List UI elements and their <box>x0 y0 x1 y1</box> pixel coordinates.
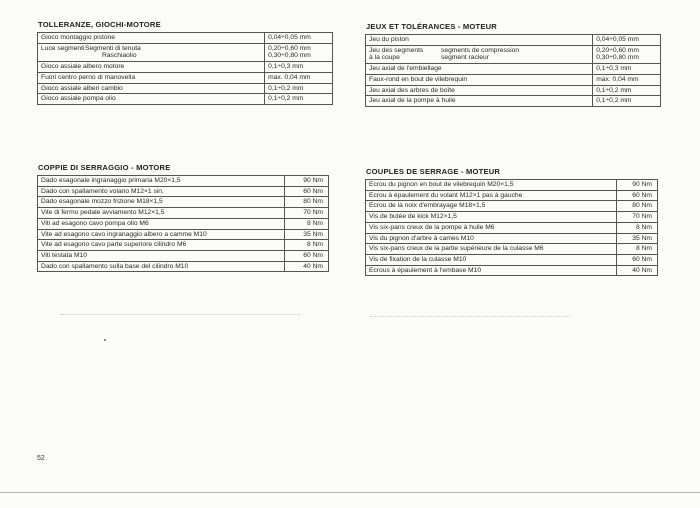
row-value: 0,04÷0,05 mm <box>593 35 661 46</box>
table-row <box>366 190 658 201</box>
table-row <box>366 265 658 276</box>
table-row <box>366 45 661 63</box>
fr-torques-title: COUPLES DE SERRAGE - MOTEUR <box>366 167 501 176</box>
row-value: 80 Nm <box>617 201 658 212</box>
row-value: 0,1÷0,2 mm <box>593 85 661 96</box>
row-value: 80 Nm <box>285 197 329 208</box>
row-label: Vite di fermo pedale avviamento M12×1,5 <box>38 208 285 219</box>
row-value: 0,30÷0,80 mm <box>596 54 639 62</box>
fr-tolerances-section <box>365 22 661 107</box>
row-value: 60 Nm <box>617 190 658 201</box>
row-value: 8 Nm <box>617 222 658 233</box>
row-value: 60 Nm <box>285 186 329 197</box>
scan-mark <box>370 316 570 317</box>
table-row <box>38 83 333 94</box>
table-row <box>366 222 658 233</box>
page-number: 52 <box>37 455 45 462</box>
it-torques-title: COPPIE DI SERRAGGIO - MOTORE <box>38 163 171 172</box>
table-row <box>366 201 658 212</box>
table-row <box>366 96 661 107</box>
row-label: Fuori centro perno di manovella <box>38 72 265 83</box>
scan-speck <box>104 339 106 341</box>
row-value: 0,1÷0,3 mm <box>265 62 333 73</box>
row-label: Faux-rond en bout de vilebrequin <box>366 74 593 85</box>
table-row <box>38 218 329 229</box>
fr-tolerances-title: JEUX ET TOLÉRANCES - MOTEUR <box>366 22 497 31</box>
it-tolerances-section <box>37 20 333 105</box>
fr-torques-section <box>365 167 658 276</box>
it-tolerances-table <box>37 32 333 105</box>
row-value: 70 Nm <box>617 212 658 223</box>
row-value: 8 Nm <box>285 240 329 251</box>
row-value: 0,20÷0,60 mm <box>268 44 311 52</box>
table-row <box>366 180 658 191</box>
row-label-split <box>38 43 265 61</box>
fr-torques-table <box>365 179 658 276</box>
row-label: Vis du pignon d'arbre à cames M10 <box>366 233 617 244</box>
row-sublabel: segments de compression <box>441 46 520 54</box>
table-row <box>366 35 661 46</box>
row-value: 60 Nm <box>285 250 329 261</box>
row-sublabel: segment racleur <box>441 54 489 62</box>
row-value: 40 Nm <box>285 261 329 272</box>
row-label: Gioco montaggio pistone <box>38 33 265 44</box>
row-sublabels <box>441 47 519 62</box>
table-row <box>366 85 661 96</box>
row-label: Viti testata M10 <box>38 250 285 261</box>
row-label: Gioco assiale pompa olio <box>38 94 265 105</box>
row-value: 0,04÷0,05 mm <box>265 33 333 44</box>
row-sublabels <box>85 45 141 60</box>
row-value: 0,1÷0,2 mm <box>593 96 661 107</box>
row-value: 0,30÷0,80 mm <box>268 52 311 60</box>
row-labels <box>369 47 441 62</box>
table-row <box>38 197 329 208</box>
table-row <box>38 43 333 61</box>
row-sublabel: Raschiaolio <box>102 52 137 60</box>
table-row <box>38 33 333 44</box>
table-row <box>38 250 329 261</box>
row-label: à la coupe <box>369 54 400 62</box>
table-row <box>38 94 333 105</box>
row-label: Jeu du piston <box>366 35 593 46</box>
row-label: Vis de fixation de la culasse M10 <box>366 254 617 265</box>
row-label: Jeu axial de l'embiellage <box>366 64 593 75</box>
table-row <box>38 208 329 219</box>
row-label: Ecrous à épaulement à l'embase M10 <box>366 265 617 276</box>
fr-tolerances-table <box>365 34 661 107</box>
it-torques-table <box>37 175 329 272</box>
table-row <box>38 176 329 187</box>
row-value: max. 0,04 mm <box>265 72 333 83</box>
row-label: Luce segmenti <box>41 44 85 52</box>
row-label: Gioco assiale albero motore <box>38 62 265 73</box>
row-label: Viti ad esagono cavo pompa olio M6 <box>38 218 285 229</box>
row-label: Jeu des segments <box>369 46 424 54</box>
row-label: Vis de butée de kick M12×1,5 <box>366 212 617 223</box>
row-value: 40 Nm <box>617 265 658 276</box>
row-value: 0,1÷0,2 mm <box>265 94 333 105</box>
row-value: 8 Nm <box>285 218 329 229</box>
it-tolerances-title: TOLLERANZE, GIOCHI-MOTORE <box>38 20 161 29</box>
table-row <box>366 233 658 244</box>
row-values <box>593 45 661 63</box>
row-label: Jeu axial des arbres de boîte <box>366 85 593 96</box>
table-row <box>366 254 658 265</box>
row-value: 60 Nm <box>617 254 658 265</box>
row-label: Gioco assiale alberi cambio <box>38 83 265 94</box>
row-value: 35 Nm <box>617 233 658 244</box>
row-value: 90 Nm <box>285 176 329 187</box>
row-label: Jeu axial de la pompe à huile <box>366 96 593 107</box>
table-row <box>38 186 329 197</box>
row-label: Ecrou à épaulement du volant M12×1 pas à gauche <box>366 190 617 201</box>
row-value: max. 0,04 mm <box>593 74 661 85</box>
table-row <box>38 240 329 251</box>
table-row <box>366 74 661 85</box>
row-label-split <box>366 45 593 63</box>
scan-mark <box>60 314 300 315</box>
row-value: 8 Nm <box>617 244 658 255</box>
row-value: 0,1÷0,3 mm <box>593 64 661 75</box>
bottom-rule <box>0 492 700 493</box>
table-row <box>38 261 329 272</box>
table-row <box>38 229 329 240</box>
row-label: Vite ad esagono cavo ingranaggio albero a camme M10 <box>38 229 285 240</box>
row-label: Dado con spallamento volano M12×1 sin. <box>38 186 285 197</box>
row-label: Ecrou du pignon en bout de vilebrequin M20×1,5 <box>366 180 617 191</box>
row-value: 90 Nm <box>617 180 658 191</box>
row-label: Vite ad esagono cavo parte superiore cilindro M6 <box>38 240 285 251</box>
table-row <box>366 64 661 75</box>
table-row <box>38 72 333 83</box>
table-row <box>366 244 658 255</box>
row-value: 70 Nm <box>285 208 329 219</box>
row-value: 0,20÷0,60 mm <box>596 46 639 54</box>
row-value: 0,1÷0,2 mm <box>265 83 333 94</box>
row-label: Vis six-pans creux de la partie supérieure de la culasse M6 <box>366 244 617 255</box>
row-value: 35 Nm <box>285 229 329 240</box>
table-row <box>366 212 658 223</box>
row-label: Ecrou de la noix d'embrayage M18×1,5 <box>366 201 617 212</box>
table-row <box>38 62 333 73</box>
row-label: Dado esagonale ingranaggio primaria M20×1,5 <box>38 176 285 187</box>
row-values <box>265 43 333 61</box>
it-torques-section <box>37 163 329 272</box>
row-label: Dado esagonale mozzo frizione M18×1,5 <box>38 197 285 208</box>
row-label: Vis six-pans creux de la pompe à huile M6 <box>366 222 617 233</box>
row-sublabel: Segmenti di tenuta <box>85 44 141 52</box>
row-label: Dado con spallamento sulla base del cilindro M10 <box>38 261 285 272</box>
